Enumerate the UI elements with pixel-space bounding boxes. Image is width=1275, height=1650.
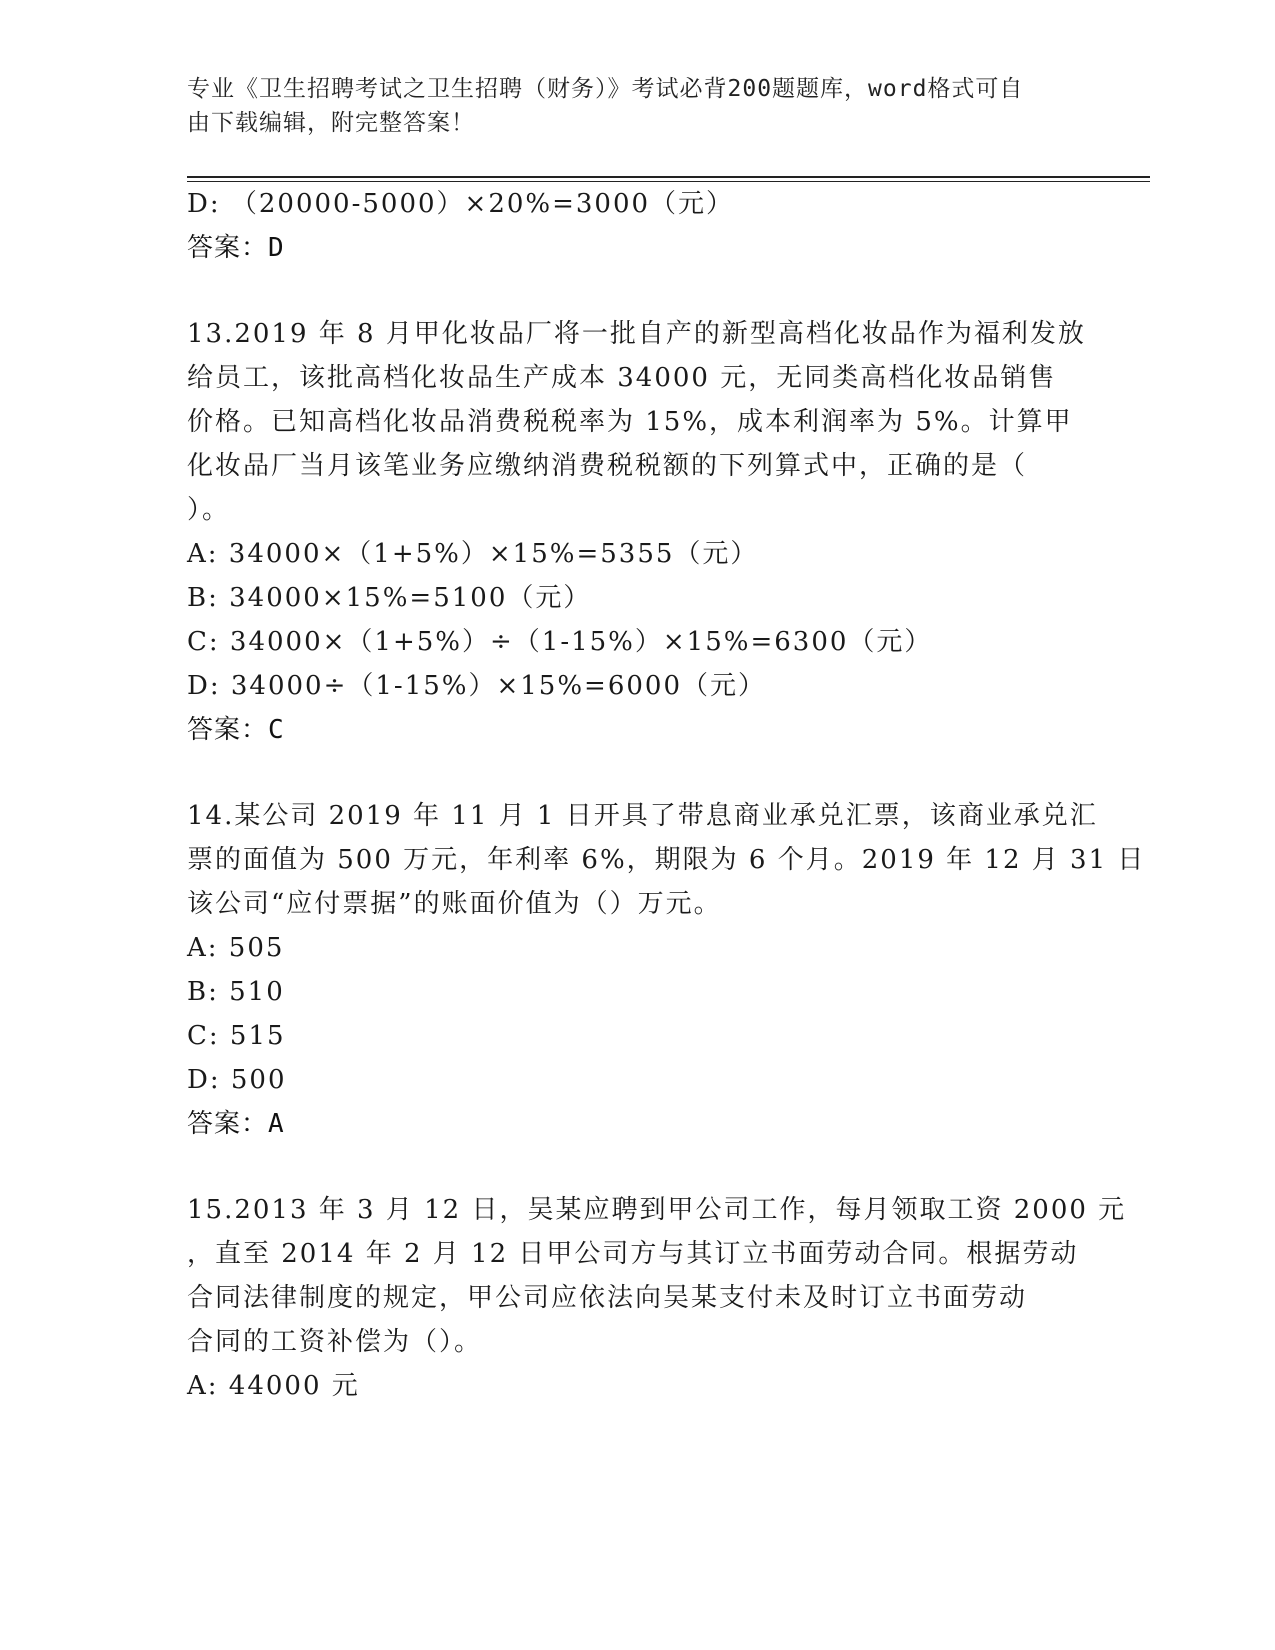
header-title-line-2: 由下载编辑，附完整答案！ — [187, 110, 475, 136]
q14-stem-line-2: 票的面值为 500 万元，年利率 6%，期限为 6 个月。2019 年 12 月 31 日 — [187, 845, 1146, 875]
q13-answer: 答案：C — [187, 715, 285, 745]
header-title-line-1: 专业《卫生招聘考试之卫生招聘（财务）》考试必背200题题库，word格式可自 — [187, 76, 1024, 102]
q14-option-a: A: 505 — [187, 933, 285, 963]
q15-option-a: A: 44000 元 — [187, 1371, 360, 1401]
header-divider-thick — [187, 176, 1150, 178]
q13-stem-line-1: 13.2019 年 8 月甲化妆品厂将一批自产的新型高档化妆品作为福利发放 — [187, 319, 1086, 349]
q13-stem-line-3: 价格。已知高档化妆品消费税税率为 15%，成本利润率为 5%。计算甲 — [187, 407, 1073, 437]
q13-option-b: B: 34000×15%=5100（元） — [187, 583, 592, 613]
prev-option-d: D: （20000-5000）×20%=3000（元） — [187, 189, 735, 219]
q13-option-a: A: 34000×（1+5%）×15%=5355（元） — [187, 539, 759, 569]
q14-answer: 答案：A — [187, 1109, 285, 1139]
q13-stem-line-2: 给员工，该批高档化妆品生产成本 34000 元，无同类高档化妆品销售 — [187, 363, 1057, 393]
q14-option-d: D: 500 — [187, 1065, 287, 1095]
q13-stem-line-5: ）。 — [187, 495, 231, 525]
q15-stem-line-3: 合同法律制度的规定，甲公司应依法向吴某支付未及时订立书面劳动 — [187, 1283, 1028, 1313]
q14-stem-line-1: 14.某公司 2019 年 11 月 1 日开具了带息商业承兑汇票，该商业承兑汇 — [187, 801, 1098, 831]
q15-stem-line-4: 合同的工资补偿为（）。 — [187, 1327, 483, 1357]
q13-option-d: D: 34000÷（1-15%）×15%=6000（元） — [187, 671, 767, 701]
header-divider-thin — [187, 181, 1150, 182]
q14-stem-line-3: 该公司“应付票据”的账面价值为（）万元。 — [187, 889, 722, 919]
q14-option-b: B: 510 — [187, 977, 285, 1007]
q15-stem-line-1: 15.2013 年 3 月 12 日，吴某应聘到甲公司工作，每月领取工资 2000 元 — [187, 1195, 1127, 1225]
prev-answer: 答案：D — [187, 233, 285, 263]
q14-option-c: C: 515 — [187, 1021, 286, 1051]
q13-option-c: C: 34000×（1+5%）÷（1-15%）×15%=6300（元） — [187, 627, 933, 657]
document-header — [187, 72, 1087, 140]
q15-stem-line-2: ，直至 2014 年 2 月 12 日甲公司方与其订立书面劳动合同。根据劳动 — [187, 1239, 1079, 1269]
q13-stem-line-4: 化妆品厂当月该笔业务应缴纳消费税税额的下列算式中，正确的是（ — [187, 451, 1028, 481]
